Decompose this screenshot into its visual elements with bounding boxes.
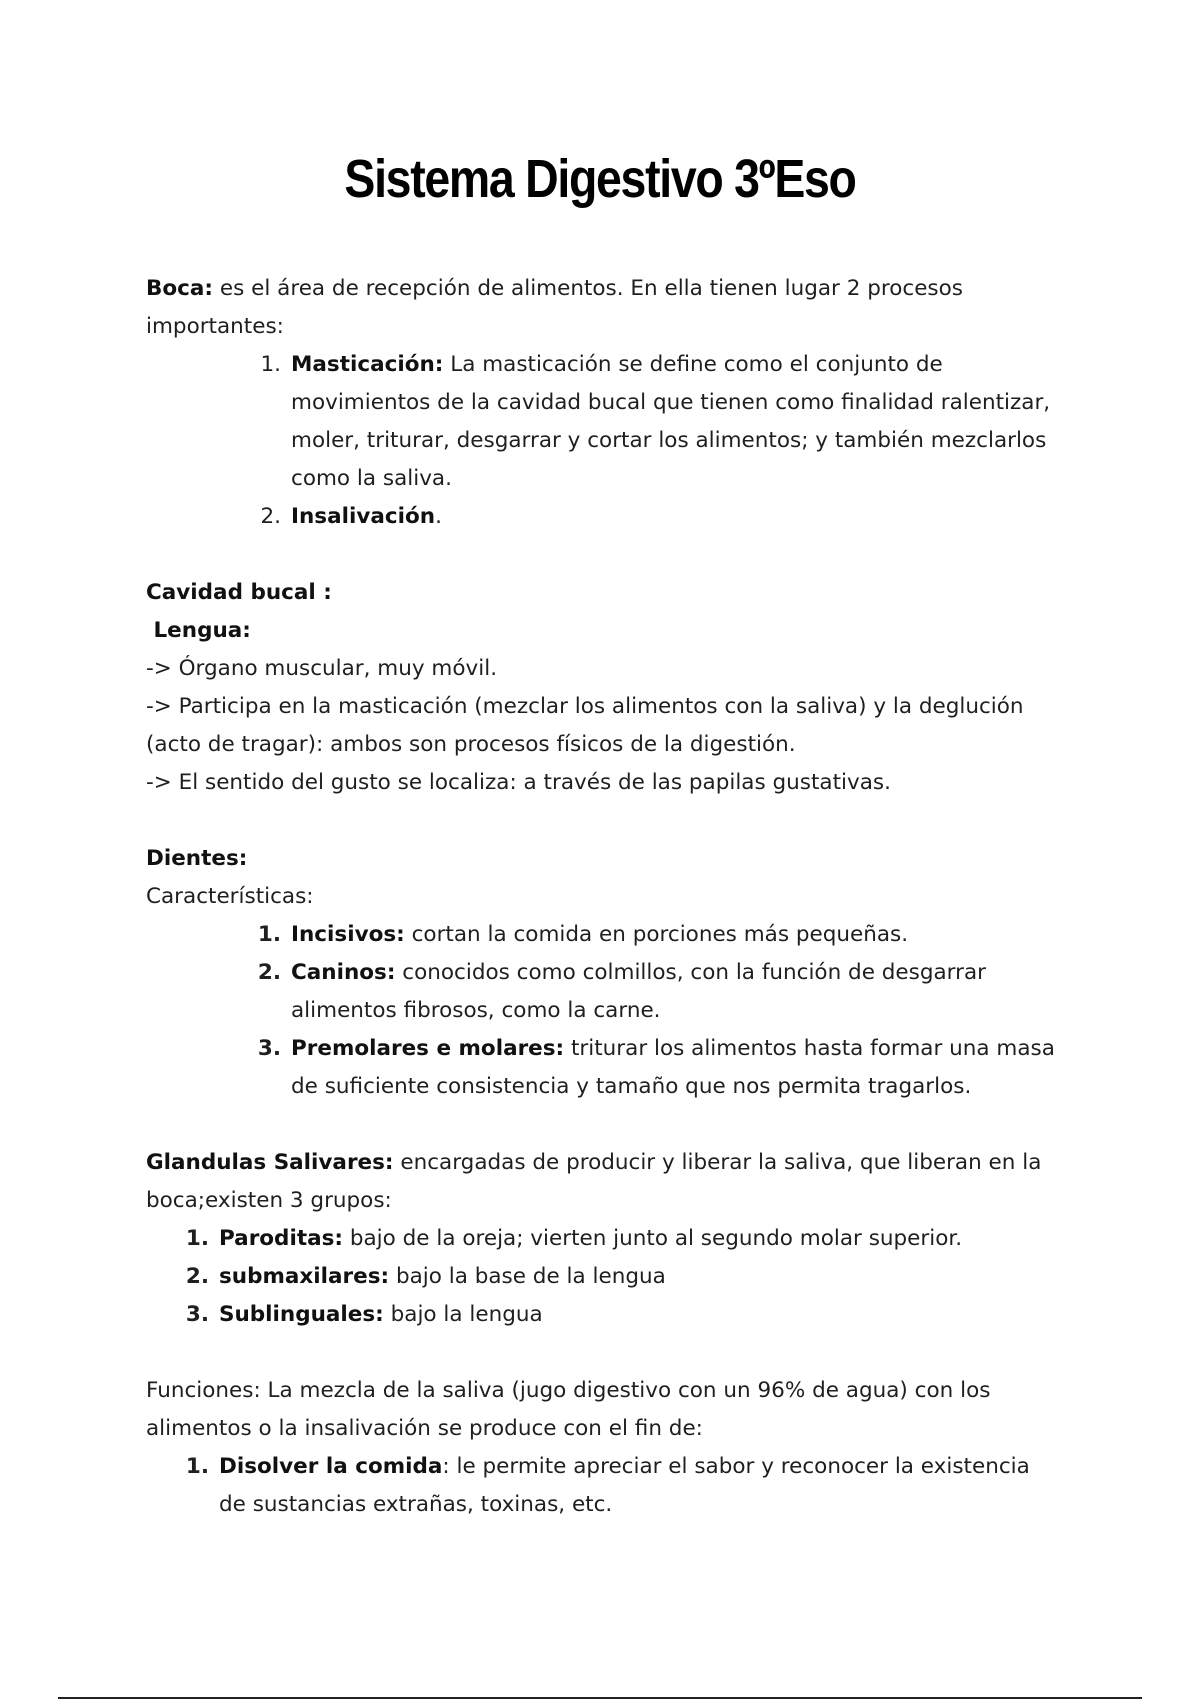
list-item (146, 1258, 1056, 1296)
item-text: . (435, 504, 442, 529)
funciones-list (146, 1448, 1056, 1524)
boca-process-list (146, 346, 1056, 536)
item-label: Incisivos: (291, 922, 405, 947)
list-item (146, 1030, 1056, 1106)
item-text: : le permite apreciar el sabor y reconocer la existencia de sustancias extrañas, toxinas, etc. (219, 1454, 1030, 1517)
list-number: 2. (260, 504, 281, 529)
item-label: Disolver la comida (219, 1454, 443, 1479)
footer-divider (58, 1697, 1142, 1699)
lengua-line: -> El sentido del gusto se localiza: a través de las papilas gustativas. (146, 770, 891, 795)
glandulas-label: Glandulas Salivares: (146, 1150, 394, 1175)
list-number: 2. (185, 1264, 209, 1289)
glandulas-paragraph (146, 1144, 1056, 1220)
list-item (146, 916, 1056, 954)
item-text: bajo la lengua (383, 1302, 543, 1327)
item-text: La masticación se define como el conjunto de movimientos de la cavidad bucal que tienen como finalidad ralentizar, moler, triturar, desgarrar y cortar los alimentos; y también mezclarlos como la saliva. (291, 352, 1051, 491)
list-number: 1. (185, 1226, 209, 1251)
lengua-line: -> Participa en la masticación (mezclar los alimentos con la saliva) y la deglución (acto de tragar): ambos son procesos físicos de la digestión. (146, 694, 1024, 757)
spacer (146, 1106, 1056, 1144)
boca-text: es el área de recepción de alimentos. En ella tienen lugar 2 procesos importantes: (146, 276, 963, 339)
list-item (146, 1296, 1056, 1334)
boca-label: Boca: (146, 276, 214, 301)
glandulas-list (146, 1220, 1056, 1334)
spacer (146, 536, 1056, 574)
page-title: Sistema Digestivo 3ºEso (344, 149, 856, 209)
funciones-paragraph: Funciones: La mezcla de la saliva (jugo digestivo con un 96% de agua) con los alimentos o la insalivación se produce con el fin de: (146, 1378, 991, 1441)
lengua-heading (146, 612, 1056, 650)
dientes-list (146, 916, 1056, 1106)
lengua-line: -> Órgano muscular, muy móvil. (146, 656, 498, 681)
item-label: Insalivación (291, 504, 436, 529)
list-number: 2. (257, 960, 281, 985)
item-label: Paroditas: (219, 1226, 344, 1251)
dientes-heading (146, 840, 1056, 878)
list-item (146, 1220, 1056, 1258)
boca-paragraph (146, 270, 1056, 346)
item-label: Premolares e molares: (291, 1036, 565, 1061)
dientes-subheading: Características: (146, 884, 314, 909)
cavidad-heading (146, 574, 1056, 612)
list-number: 1. (260, 352, 281, 377)
item-text: cortan la comida en porciones más pequeñas. (404, 922, 909, 947)
item-text: conocidos como colmillos, con la función de desgarrar alimentos fibrosos, como la carne. (291, 960, 986, 1023)
list-item (146, 954, 1056, 1030)
item-text: bajo de la oreja; vierten junto al segundo molar superior. (343, 1226, 963, 1251)
cavidad-heading-text: Cavidad bucal : (146, 580, 332, 605)
item-label: Masticación: (291, 352, 444, 377)
item-text: bajo la base de la lengua (389, 1264, 666, 1289)
item-text: triturar los alimentos hasta formar una masa de suficiente consistencia y tamaño que nos permita tragarlos. (291, 1036, 1055, 1099)
dientes-heading-text: Dientes: (146, 846, 248, 871)
item-label: submaxilares: (219, 1264, 390, 1289)
spacer (146, 802, 1056, 840)
list-number: 3. (185, 1302, 209, 1327)
lengua-heading-text: Lengua: (146, 618, 251, 643)
list-item (146, 498, 1056, 536)
list-item (146, 346, 1056, 498)
list-item (146, 1448, 1056, 1524)
list-number: 3. (257, 1036, 281, 1061)
spacer (146, 1334, 1056, 1372)
item-label: Caninos: (291, 960, 396, 985)
document-body (146, 270, 1056, 1524)
list-number: 1. (257, 922, 281, 947)
item-label: Sublinguales: (219, 1302, 384, 1327)
glandulas-text: encargadas de producir y liberar la saliva, que liberan en la boca;existen 3 grupos: (146, 1150, 1042, 1213)
list-number: 1. (185, 1454, 209, 1479)
